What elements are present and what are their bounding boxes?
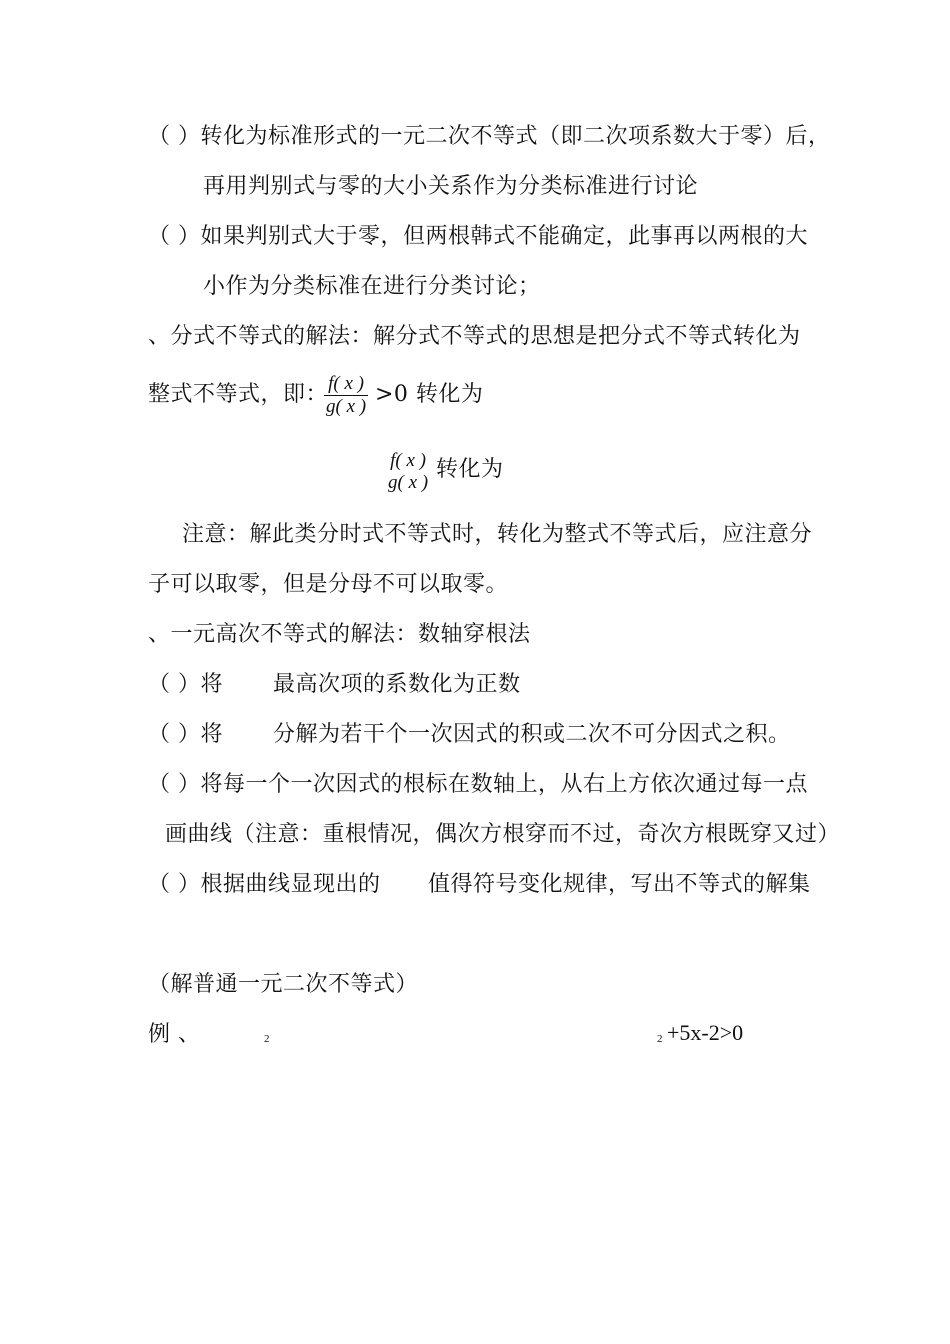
fraction-2 xyxy=(386,450,430,494)
line-11-text: 最高次项的系数化为正数 xyxy=(273,672,521,697)
line-15-text: 值得符号变化规律，写出不等式的解集 xyxy=(428,872,811,897)
line-4: 小作为分类标准在进行分类讨论； xyxy=(203,274,541,299)
line-15-prefix: （ ）根据曲线显现出的 xyxy=(148,872,381,897)
line-5: 、分式不等式的解法：解分式不等式的思想是把分式不等式转化为 xyxy=(148,324,801,349)
line-13: （ ）将每一个一次因式的根标在数轴上，从右上方依次通过每一点 xyxy=(148,772,808,797)
superscript-2: 2 xyxy=(657,1033,663,1045)
fraction-2-numerator: f( x ) xyxy=(390,450,426,471)
line-1: （ ）转化为标准形式的一元二次不等式（即二次项系数大于零）后， xyxy=(148,124,831,149)
line-14: 画曲线（注意：重根情况，偶次方根穿而不过，奇次方根既穿又过） xyxy=(165,822,841,847)
fraction-1-numerator: f( x ) xyxy=(324,373,368,396)
line-9: 子可以取零，但是分母不可以取零。 xyxy=(148,572,509,597)
line-12-prefix: （ ）将 xyxy=(148,722,223,747)
line-6-text: 整式不等式，即： xyxy=(148,382,329,407)
line-6-tail: >0 转化为 xyxy=(375,382,484,407)
fraction-1-denominator: g( x ) xyxy=(326,396,367,417)
line-2: 再用判别式与零的大小关系作为分类标准进行讨论 xyxy=(203,174,699,199)
line-11-prefix: （ ）将 xyxy=(148,672,223,697)
line-8: 注意：解此类分时式不等式时，转化为整式不等式后，应注意分 xyxy=(182,522,813,547)
fraction-1 xyxy=(324,373,368,418)
example-label: 例 、 xyxy=(148,1022,201,1047)
fraction-2-denominator: g( x ) xyxy=(388,472,429,493)
line-3: （ ）如果判别式大于零，但两根韩式不能确定，此事再以两根的大 xyxy=(148,224,808,249)
line-12-text: 分解为若干个一次因式的积或二次不可分因式之积。 xyxy=(273,722,791,747)
superscript-1: 2 xyxy=(264,1033,270,1045)
line-7-tail: 转化为 xyxy=(436,457,504,482)
line-10: 、一元高次不等式的解法：数轴穿根法 xyxy=(148,622,531,647)
example-equation: +5x-2>0 xyxy=(667,1020,744,1045)
line-16: （解普通一元二次不等式） xyxy=(148,972,419,997)
